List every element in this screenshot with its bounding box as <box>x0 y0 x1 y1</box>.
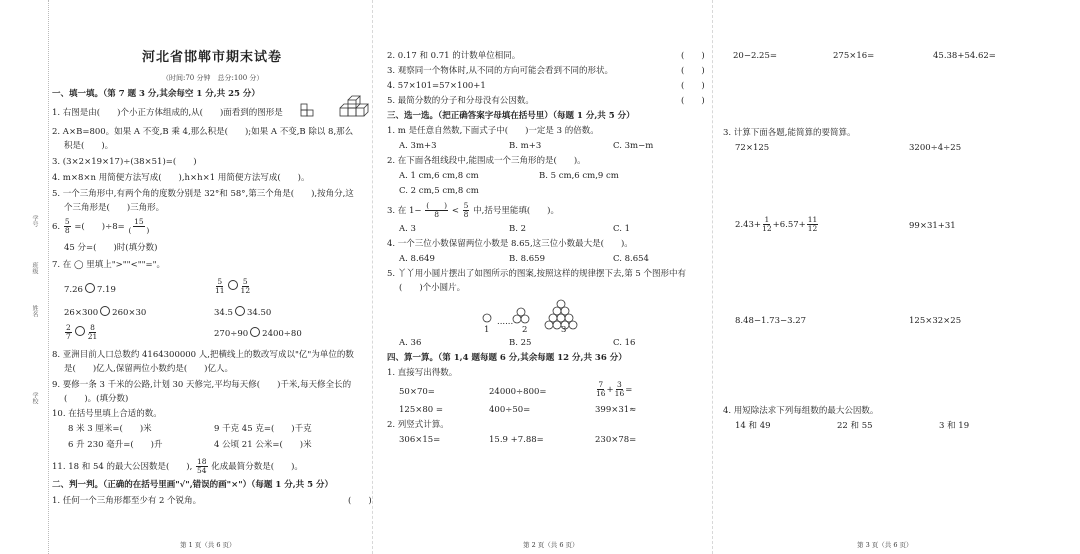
choice-5b: ( )个小圆片。 <box>399 283 466 293</box>
choice-1: 1. m 是任意自然数,下面式子中( )一定是 3 的倍数。 <box>387 126 599 136</box>
question-1-2b: 积是( )。 <box>64 141 114 151</box>
calc-1-r1c: $\frac{7}{16}$ + $\frac{3}{16}$ = <box>596 380 633 398</box>
page-3 <box>712 0 1080 554</box>
choice-4-b: B. 8.659 <box>509 254 545 264</box>
calc-1-r1b: 24000÷800= <box>489 387 547 397</box>
margin-label-class: 班级 <box>31 262 38 274</box>
judge-4: 4. 57×101=57×100+1 <box>387 81 486 91</box>
calc-2-d: 20−2.25= <box>733 51 777 61</box>
calc-2-e: 275×16= <box>833 51 875 61</box>
front-view-icon <box>300 103 316 119</box>
fraction: $\frac{5}{8}$ <box>64 217 70 235</box>
calc-2-a: 306×15= <box>399 435 441 445</box>
judge-2: 2. 0.17 和 0.71 的计数单位相同。 <box>387 51 521 61</box>
choice-3: 3. 在 1− $\frac{( )}{8}$ < $\frac{5}{8}$ 中,括号里能填( )。 <box>387 201 559 219</box>
figure-label-1: 1 <box>484 325 490 335</box>
judge-1-paren: ( ) <box>348 496 372 506</box>
question-1-10d: 4 公顷 21 公米=( )米 <box>214 440 312 450</box>
calc-1-r2b: 400÷50= <box>489 405 531 415</box>
question-1-8a: 8. 亚洲目前人口总数约 4164300000 人,把横线上的数改写成以"亿"为单位的数 <box>52 350 354 360</box>
calc-4-g1: 14 和 49 <box>735 421 771 431</box>
section-2-heading: 二、判一判。（正确的在括号里画"√",错误的画"×"）（每题 1 分,共 5 分） <box>52 480 334 490</box>
choice-2: 2. 在下面各组线段中,能围成一个三角形的是( )。 <box>387 156 586 166</box>
page-1 <box>0 0 372 554</box>
compare-row-3-left: $\frac{2}{7}$ $\frac{8}{21}$ <box>66 323 98 341</box>
compare-circle <box>235 306 245 316</box>
compare-row-1-left: 7.26 7.19 <box>64 285 116 295</box>
judge-1: 1. 任何一个三角形都至少有 2 个锐角。 <box>52 496 202 506</box>
choice-4-c: C. 8.654 <box>613 254 649 264</box>
question-1-2a: 2. A×B=800。如果 A 不变,B 乘 4,那么积是( );如果 A 不变,B 除以 8,那么 <box>52 127 354 137</box>
calc-2-f: 45.38+54.62= <box>933 51 996 61</box>
compare-row-2-right: 34.5 34.50 <box>214 308 272 318</box>
margin-label-school: 学校 <box>31 392 38 404</box>
page-3-footer: 第 3 页（共 6 页） <box>857 541 913 549</box>
calc-4: 4. 用短除法求下列每组数的最大公因数。 <box>723 406 879 416</box>
question-1-10c: 6 升 230 毫升=( )升 <box>68 440 163 450</box>
page-2-footer: 第 2 页（共 6 页） <box>523 541 579 549</box>
compare-circle <box>228 280 238 290</box>
page-2 <box>372 0 713 554</box>
choice-2-a: A. 1 cm,6 cm,8 cm <box>399 171 479 181</box>
compare-row-3-right: 270÷90 2400÷80 <box>214 329 302 339</box>
question-1-10a: 8 米 3 厘米=( )米 <box>68 424 152 434</box>
question-1-6a: 6. $\frac{5}{8}$ =( )÷8= $\frac{15}{( )}$ <box>52 217 150 235</box>
judge-5-paren: ( ) <box>681 96 705 106</box>
compare-circle <box>100 306 110 316</box>
choice-5-b: B. 25 <box>509 338 532 348</box>
calc-2-b: 15.9 +7.88= <box>489 435 544 445</box>
choice-5-c: C. 16 <box>613 338 636 348</box>
calc-1-r2c: 399×31≈ <box>595 405 637 415</box>
binding-margin <box>0 0 49 554</box>
question-1-8b: 是( )亿人,保留两位小数约是( )亿人。 <box>64 364 233 374</box>
question-1-7: 7. 在 ◯ 里填上">""<""="。 <box>52 260 166 270</box>
question-1-5a: 5. 一个三角形中,有两个角的度数分别是 32°和 58°,第三个角是( ),按角分,这 <box>52 189 354 199</box>
choice-4-a: A. 8.649 <box>399 254 435 264</box>
compare-circle <box>75 326 85 336</box>
question-1-9a: 9. 要修一条 3 千米的公路,计划 30 天修完,平均每天修( )千米,每天修全长的 <box>52 380 352 390</box>
compare-row-2-left: 26×300 260×30 <box>64 308 147 318</box>
page-1-footer: 第 1 页（共 6 页） <box>180 541 236 549</box>
calc-3: 3. 计算下面各题,能简算的要简算。 <box>723 128 856 138</box>
cube-stack-icon <box>338 98 368 122</box>
choice-1-a: A. 3m+3 <box>399 141 437 151</box>
question-1-10: 10. 在括号里填上合适的数。 <box>52 409 162 419</box>
judge-4-paren: ( ) <box>681 81 705 91</box>
figure-label-3: 3 <box>561 325 567 335</box>
margin-label-student-id: 学号 <box>31 215 38 227</box>
calc-1-r2a: 125×80 = <box>399 405 443 415</box>
calc-3-e2: 3200÷4÷25 <box>909 143 962 153</box>
judge-3-paren: ( ) <box>681 66 705 76</box>
calc-4-g2: 22 和 55 <box>837 421 873 431</box>
question-1-11: 11. 18 和 54 的最大公因数是( ), $\frac{18}{54}$ 化成最简分数是( )。 <box>52 457 303 475</box>
compare-row-1-right: $\frac{5}{11}$ $\frac{5}{12}$ <box>215 277 251 295</box>
choice-5a: 5. 丫丫用小圆片摆出了如图所示的图案,按照这样的规律摆下去,第 5 个图形中有 <box>387 269 687 279</box>
choice-1-b: B. m+3 <box>509 141 542 151</box>
question-1-1: 1. 右图是由( )个小正方体组成的,从( )面看到的图形是 <box>52 108 283 118</box>
question-1-5b: 个三角形是( )三角形。 <box>64 203 165 213</box>
choice-3-c: C. 1 <box>613 224 631 234</box>
calc-2: 2. 列竖式计算。 <box>387 420 449 430</box>
circle-pattern-figure <box>473 298 643 334</box>
calc-1-r1a: 50×70= <box>399 387 435 397</box>
calc-4-g3: 3 和 19 <box>939 421 970 431</box>
calc-3-e6: 125×32×25 <box>909 316 962 326</box>
calc-3-e5: 8.48−1.73−3.27 <box>735 316 807 326</box>
question-1-3: 3. (3×2×19×17)÷(38×51)=( ) <box>52 157 197 167</box>
choice-5-a: A. 36 <box>399 338 422 348</box>
question-1-10b: 9 千克 45 克=( )千克 <box>214 424 312 434</box>
choice-3-b: B. 2 <box>509 224 527 234</box>
question-1-6b: 45 分=( )时(填分数) <box>64 243 158 253</box>
exam-title: 河北省邯郸市期末试卷 <box>142 50 283 65</box>
figure-dots: ...... <box>497 317 514 327</box>
calc-1: 1. 直接写出得数。 <box>387 368 458 378</box>
section-4-heading: 四、算一算。（第 1,4 题每题 6 分,其余每题 12 分,共 36 分） <box>387 353 627 363</box>
choice-1-c: C. 3m−m <box>613 141 654 151</box>
choice-2-c: C. 2 cm,5 cm,8 cm <box>399 186 479 196</box>
choice-3-a: A. 3 <box>399 224 416 234</box>
judge-2-paren: ( ) <box>681 51 705 61</box>
judge-5: 5. 最简分数的分子和分母没有公因数。 <box>387 96 534 106</box>
calc-3-e4: 99×31+31 <box>909 221 956 231</box>
choice-2-b: B. 5 cm,6 cm,9 cm <box>539 171 619 181</box>
exam-subtitle: （时间:70 分钟 总分:100 分） <box>162 74 264 82</box>
section-1-heading: 一、填一填。（第 7 题 3 分,其余每空 1 分,共 25 分） <box>52 89 260 99</box>
judge-3: 3. 观察同一个物体时,从不同的方向可能会看到不同的形状。 <box>387 66 614 76</box>
fraction: $\frac{15}{( )}$ <box>128 217 150 235</box>
calc-3-e3: 2.43+ $\frac{1}{12}$ +6.57+ $\frac{11}{12}$ <box>735 215 818 233</box>
choice-4: 4. 一个三位小数保留两位小数是 8.65,这三位小数最大是( )。 <box>387 239 633 249</box>
question-1-4: 4. m×8×n 用简便方法写成( ),h×h×1 用简便方法写成( )。 <box>52 173 310 183</box>
compare-circle <box>85 283 95 293</box>
margin-label-name: 姓名 <box>31 305 38 317</box>
calc-3-e1: 72×125 <box>735 143 770 153</box>
compare-circle <box>250 327 260 337</box>
section-3-heading: 三、选一选。（把正确答案字母填在括号里）（每题 1 分,共 5 分） <box>387 111 635 121</box>
figure-label-2: 2 <box>522 325 528 335</box>
calc-2-c: 230×78= <box>595 435 637 445</box>
question-1-9b: ( )。(填分数) <box>64 394 129 404</box>
